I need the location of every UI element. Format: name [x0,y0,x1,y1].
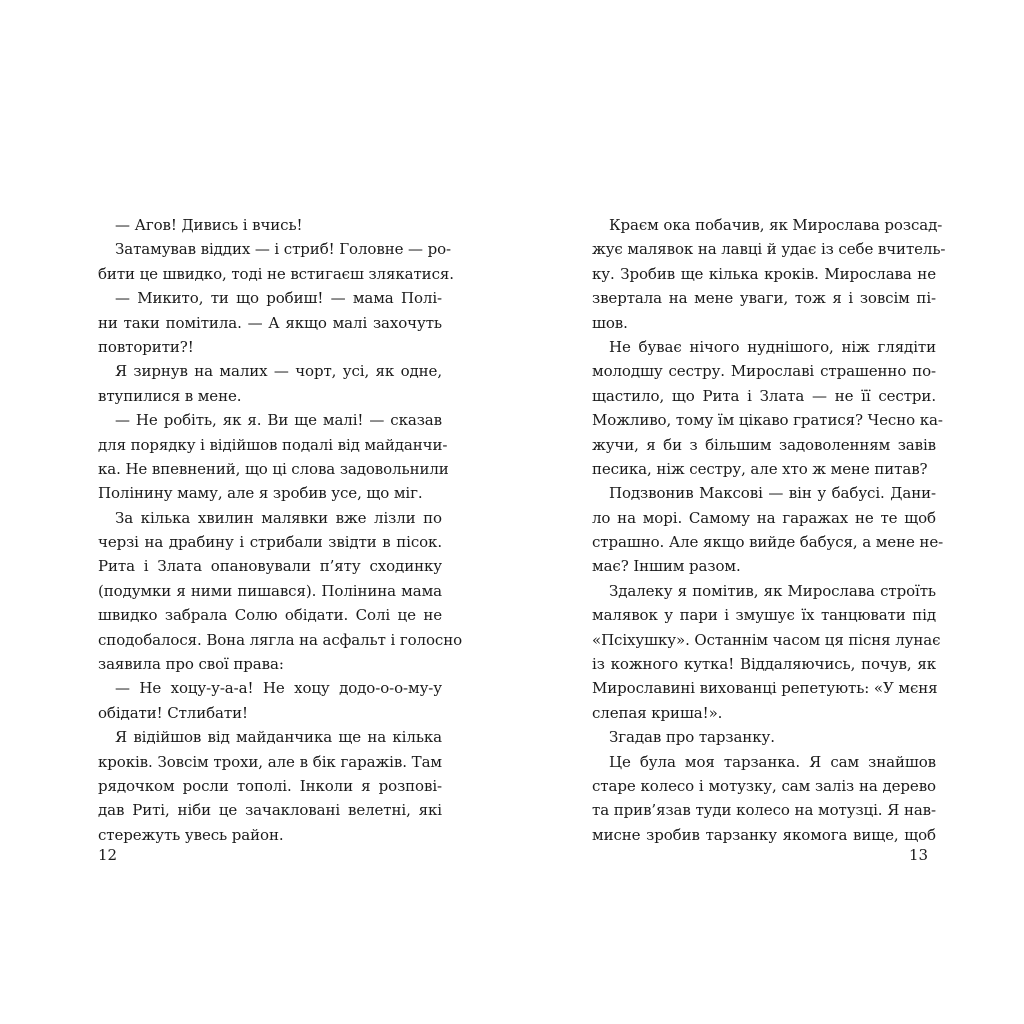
text-line: жучи, я би з більшим задоволенням завів [592,435,936,454]
text-line: Можливо, тому їм цікаво гратися? Чесно ка- [592,411,943,430]
text-line: старе колесо і мотузку, сам заліз на дерево [592,776,936,795]
text-line: заявила про свої права: [98,655,284,674]
text-line: із кожного кутка! Віддаляючись, почув, як [592,655,936,674]
text-line: Полінину маму, але я зробив усе, що міг. [98,484,423,503]
right-page-number: 13 [909,846,929,864]
text-line: мисне зробив тарзанку якомога вище, щоб [592,825,936,844]
text-line: обідати! Стлибати! [98,703,248,722]
right-page-text [592,213,946,847]
text-line: ни таки помітила. — А якщо малі захочуть [98,313,442,332]
text-line: — Не робіть, як я. Ви ще малі! — сказав [115,411,442,430]
text-line: Краєм ока побачив, як Мирослава розсад- [609,216,943,234]
text-line: має? Іншим разом. [592,557,741,576]
text-line: Не буває нічого нуднішого, ніж глядіти [609,337,936,356]
left-page-number: 12 [98,846,118,864]
text-line: — Агов! Дивись і вчись! [115,216,303,234]
text-line: дав Риті, ніби це зачакловані велетні, які [98,801,442,820]
text-line: рядочком росли тополі. Інколи я розпові- [98,776,442,795]
text-line: — Микито, ти що робиш! — мама Полі- [115,289,442,308]
text-line: Здалеку я помітив, як Мирослава строїть [609,581,936,600]
text-line: звертала на мене уваги, тож я і зовсім пі- [592,289,936,308]
text-line: жує малявок на лавці й удає із себе вчитель- [592,240,946,259]
text-line: малявок у пари і змушує їх танцювати під [592,606,936,625]
text-line: щастило, що Рита і Злата — не її сестри. [592,386,936,405]
text-line: Затамував віддих — і стриб! Головне — ро- [115,240,452,259]
text-line: ло на морі. Самому на гаражах не те щоб [592,508,936,527]
left-page-text [98,213,463,847]
text-line: страшно. Але якщо вийде бабуся, а мене не- [592,533,944,552]
text-line: Згадав про тарзанку. [609,728,775,747]
text-line: для порядку і відійшов подалі від майданчи- [98,435,448,454]
text-line: ку. Зробив ще кілька кроків. Мирослава не [592,264,936,283]
text-line: Я відійшов від майданчика ще на кілька [115,728,442,747]
text-line: Я зирнув на малих — чорт, усі, як одне, [115,362,442,381]
text-line: втупилися в мене. [98,386,242,405]
text-line: ка. Не впевнений, що ці слова задовольнили [98,459,449,478]
text-line: сподобалося. Вона лягла на асфальт і голосно [98,630,463,649]
text-line: бити це швидко, тоді не встигаєш злякатися. [98,264,454,283]
text-line: стережуть увесь район. [98,825,284,844]
text-line: слепая криша!». [592,703,723,722]
text-line: (подумки я ними пишався). Полінина мама [98,581,442,600]
text-line: черзі на драбину і стрибали звідти в пісок. [98,533,442,552]
text-line: кроків. Зовсім трохи, але в бік гаражів. Там [98,752,442,771]
text-line: Це була моя тарзанка. Я сам знайшов [609,752,936,771]
text-line: повторити?! [98,337,194,356]
text-line: молодшу сестру. Мирославі страшенно по- [592,362,936,381]
text-line: Рита і Злата опановували п’яту сходинку [98,557,442,576]
text-line: «Псіхушку». Останнім часом ця пісня лунає [592,630,941,649]
text-line: швидко забрала Солю обідати. Солі це не [98,606,442,625]
text-line: та прив’язав туди колесо на мотузці. Я нав- [592,801,936,820]
text-line: песика, ніж сестру, але хто ж мене питав? [592,459,928,478]
text-line: — Не хоцу-у-а-а! Не хоцу додо-о-о-му-у [115,679,442,698]
text-line: шов. [592,313,628,332]
text-line: За кілька хвилин малявки вже лізли по [115,508,442,527]
text-line: Мирославині вихованці репетують: «У мєня [592,679,938,698]
text-line: Подзвонив Максові — він у бабусі. Дани- [609,484,936,503]
